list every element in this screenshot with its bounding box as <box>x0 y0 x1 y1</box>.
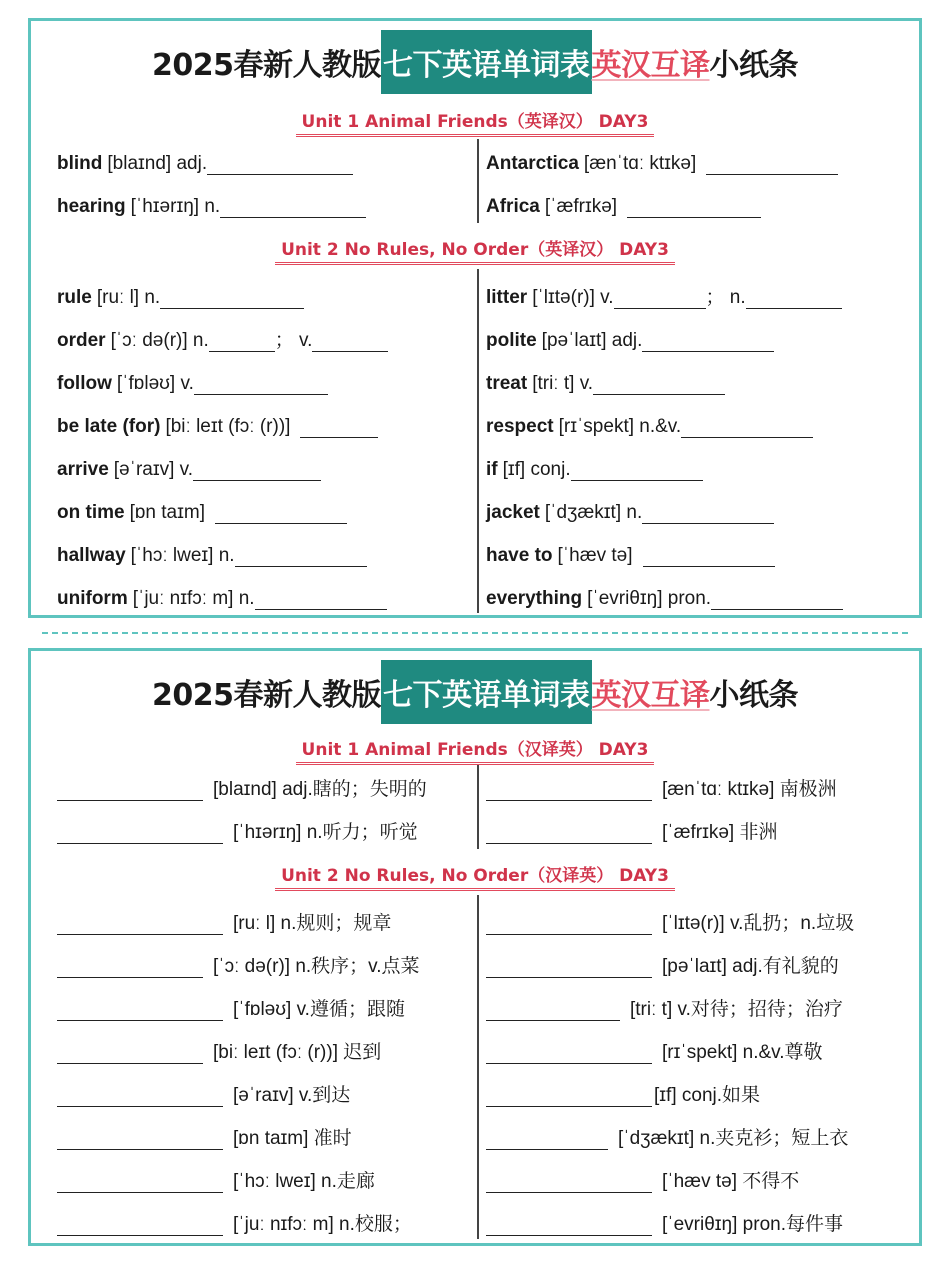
word-row <box>486 1210 843 1240</box>
pos-separator: ； n. <box>705 287 746 308</box>
answer-blank[interactable] <box>642 502 774 524</box>
phonetic-pos: [ˈhɔː lweɪ] n. <box>130 545 235 566</box>
word-row <box>486 149 838 179</box>
pos-separator: ； v. <box>274 330 313 351</box>
answer-blank[interactable] <box>194 373 328 395</box>
english-word: if <box>486 459 498 480</box>
answer-blank[interactable] <box>642 330 774 352</box>
answer-blank[interactable] <box>711 588 843 610</box>
phonetic-pos: [ænˈtɑː ktɪkə] <box>583 153 697 174</box>
answer-blank[interactable] <box>312 330 388 352</box>
word-row <box>486 995 843 1025</box>
phonetic-pos: [ˈɔː də(r)] n. <box>110 330 209 351</box>
worksheet-card-en-to-zh <box>28 18 922 618</box>
worksheet-card-zh-to-en <box>28 648 922 1246</box>
english-word: jacket <box>486 502 540 523</box>
title-part-wordlist: 七下英语单词表 <box>381 30 592 94</box>
column-divider <box>477 269 479 613</box>
answer-blank[interactable] <box>681 416 813 438</box>
phonetic-pos: [ruː l] n. <box>96 287 161 308</box>
unit2-heading: Unit 2 No Rules, No Order（汉译英） DAY3 <box>31 861 919 891</box>
answer-blank[interactable] <box>614 287 706 309</box>
unit2-heading: Unit 2 No Rules, No Order（英译汉） DAY3 <box>31 235 919 265</box>
phonetic-pos: [ˈæfrɪkə] <box>544 196 618 217</box>
english-word: have to <box>486 545 553 566</box>
answer-blank[interactable] <box>486 1171 652 1193</box>
page-title <box>31 31 919 93</box>
answer-blank[interactable] <box>486 779 652 801</box>
answer-blank[interactable] <box>300 416 378 438</box>
answer-blank[interactable] <box>57 779 203 801</box>
answer-blank[interactable] <box>57 999 223 1021</box>
phonetic-pos: [ɒn taɪm] <box>129 502 205 523</box>
word-row <box>57 952 420 982</box>
answer-blank[interactable] <box>193 459 321 481</box>
answer-blank[interactable] <box>255 588 387 610</box>
word-row <box>57 412 378 442</box>
phonetic-pos: [ˈhæv tə] <box>557 545 633 566</box>
word-row <box>57 1210 412 1240</box>
word-row <box>57 584 387 614</box>
word-row <box>57 1167 375 1197</box>
phonetic-meaning: [ˈhæv tə] 不得不 <box>662 1171 800 1192</box>
english-word: be late (for) <box>57 416 161 437</box>
answer-blank[interactable] <box>746 287 842 309</box>
answer-blank[interactable] <box>57 1214 223 1236</box>
phonetic-pos: [ˈevriθɪŋ] pron. <box>587 588 712 609</box>
answer-blank[interactable] <box>486 1128 608 1150</box>
answer-blank[interactable] <box>706 153 838 175</box>
word-row <box>486 1124 848 1154</box>
word-row <box>486 541 775 571</box>
answer-blank[interactable] <box>571 459 703 481</box>
answer-blank[interactable] <box>486 1214 652 1236</box>
phonetic-meaning: [blaɪnd] adj.瞎的；失明的 <box>213 779 427 800</box>
word-row <box>486 455 703 485</box>
phonetic-pos: [ɪf] conj. <box>502 459 571 480</box>
phonetic-meaning: [ˈdʒækɪt] n.夹克衫；短上衣 <box>618 1128 849 1149</box>
answer-blank[interactable] <box>160 287 304 309</box>
answer-blank[interactable] <box>209 330 275 352</box>
english-word: blind <box>57 153 103 174</box>
word-row <box>57 369 328 399</box>
phonetic-pos: [pəˈlaɪt] adj. <box>541 330 643 351</box>
word-row <box>57 1081 350 1111</box>
phonetic-meaning: [ænˈtɑː ktɪkə] 南极洲 <box>662 779 837 800</box>
word-row <box>57 818 418 848</box>
phonetic-meaning: [əˈraɪv] v.到达 <box>233 1085 351 1106</box>
word-row <box>57 1038 381 1068</box>
phonetic-pos: [ˈhɪərɪŋ] n. <box>130 196 221 217</box>
word-row <box>57 541 367 571</box>
answer-blank[interactable] <box>57 1042 203 1064</box>
english-word: litter <box>486 287 528 308</box>
english-word: on time <box>57 502 125 523</box>
phonetic-meaning: [ˈlɪtə(r)] v.乱扔；n.垃圾 <box>662 913 855 934</box>
english-word: everything <box>486 588 583 609</box>
title-part-translation: 英汉互译 <box>591 678 710 713</box>
phonetic-meaning: [ˈɔː də(r)] n.秩序；v.点菜 <box>213 956 420 977</box>
column-divider <box>477 139 479 223</box>
word-row <box>486 584 843 614</box>
word-row <box>57 995 405 1025</box>
title-part-edition: 2025春新人教版 <box>152 48 381 83</box>
answer-blank[interactable] <box>486 999 620 1021</box>
phonetic-meaning: [ruː l] n.规则；规章 <box>233 913 392 934</box>
english-word: follow <box>57 373 112 394</box>
word-row <box>486 1167 799 1197</box>
phonetic-meaning: [rɪˈspekt] n.&v.尊敬 <box>662 1042 823 1063</box>
phonetic-meaning: [ˈevriθɪŋ] pron.每件事 <box>662 1214 843 1235</box>
phonetic-pos: [əˈraɪv] v. <box>113 459 194 480</box>
answer-blank[interactable] <box>643 545 775 567</box>
phonetic-meaning: [ˈæfrɪkə] 非洲 <box>662 822 778 843</box>
english-word: order <box>57 330 106 351</box>
title-part-slip: 小纸条 <box>709 48 798 83</box>
phonetic-meaning: [biː leɪt (fɔː (r))] 迟到 <box>213 1042 382 1063</box>
phonetic-pos: [ˈjuː nɪfɔː m] n. <box>132 588 255 609</box>
answer-blank[interactable] <box>57 1171 223 1193</box>
phonetic-pos: [ˈlɪtə(r)] v. <box>532 287 614 308</box>
word-row <box>486 952 839 982</box>
english-word: hearing <box>57 196 126 217</box>
unit1-heading: Unit 1 Animal Friends（汉译英） DAY3 <box>31 735 919 765</box>
phonetic-pos: [ˈdʒækɪt] n. <box>544 502 643 523</box>
column-divider <box>477 765 479 849</box>
word-row <box>57 1124 352 1154</box>
phonetic-meaning: [ɒn taɪm] 准时 <box>233 1128 352 1149</box>
english-word: respect <box>486 416 554 437</box>
word-row <box>486 369 725 399</box>
answer-blank[interactable] <box>486 913 652 935</box>
word-row <box>57 192 366 222</box>
english-word: uniform <box>57 588 128 609</box>
word-row <box>486 1081 760 1111</box>
english-word: polite <box>486 330 537 351</box>
word-row <box>486 775 837 805</box>
title-part-edition: 2025春新人教版 <box>152 678 381 713</box>
phonetic-pos: [blaɪnd] adj. <box>107 153 208 174</box>
phonetic-meaning: [ˈhɔː lweɪ] n.走廊 <box>233 1171 375 1192</box>
word-row <box>57 455 321 485</box>
english-word: rule <box>57 287 92 308</box>
answer-blank[interactable] <box>593 373 725 395</box>
word-row <box>486 412 813 442</box>
phonetic-meaning: [ˈfɒləʊ] v.遵循；跟随 <box>233 999 405 1020</box>
unit1-heading: Unit 1 Animal Friends（英译汉） DAY3 <box>31 107 919 137</box>
word-row <box>57 909 391 939</box>
phonetic-pos: [triː t] v. <box>532 373 594 394</box>
phonetic-meaning: [pəˈlaɪt] adj.有礼貌的 <box>662 956 839 977</box>
word-row <box>486 498 774 528</box>
cut-line-divider <box>42 632 908 634</box>
answer-blank[interactable] <box>215 502 347 524</box>
phonetic-meaning: [ɪf] conj.如果 <box>654 1085 761 1106</box>
answer-blank[interactable] <box>57 1085 223 1107</box>
word-row <box>486 283 842 313</box>
answer-blank[interactable] <box>627 196 761 218</box>
word-row <box>57 149 353 179</box>
page-title <box>31 661 919 723</box>
answer-blank[interactable] <box>57 913 223 935</box>
word-row <box>57 498 347 528</box>
word-row <box>57 326 388 356</box>
phonetic-pos: [biː leɪt (fɔː (r))] <box>165 416 291 437</box>
word-row <box>486 818 778 848</box>
english-word: treat <box>486 373 528 394</box>
answer-blank[interactable] <box>207 153 353 175</box>
answer-blank[interactable] <box>486 1085 652 1107</box>
english-word: Antarctica <box>486 153 579 174</box>
title-part-slip: 小纸条 <box>709 678 798 713</box>
english-word: arrive <box>57 459 109 480</box>
answer-blank[interactable] <box>486 956 652 978</box>
english-word: hallway <box>57 545 126 566</box>
column-divider <box>477 895 479 1239</box>
word-row <box>486 1038 823 1068</box>
phonetic-pos: [ˈfɒləʊ] v. <box>116 373 194 394</box>
answer-blank[interactable] <box>57 1128 223 1150</box>
answer-blank[interactable] <box>486 1042 652 1064</box>
answer-blank[interactable] <box>57 822 223 844</box>
title-part-wordlist: 七下英语单词表 <box>381 660 592 724</box>
word-row <box>486 909 854 939</box>
answer-blank[interactable] <box>220 196 366 218</box>
title-part-translation: 英汉互译 <box>591 48 710 83</box>
word-row <box>486 326 774 356</box>
word-row <box>57 775 427 805</box>
phonetic-meaning: [ˈhɪərɪŋ] n.听力；听觉 <box>233 822 418 843</box>
answer-blank[interactable] <box>486 822 652 844</box>
word-row <box>57 283 304 313</box>
phonetic-meaning: [triː t] v.对待；招待；治疗 <box>630 999 843 1020</box>
phonetic-meaning: [ˈjuː nɪfɔː m] n.校服； <box>233 1214 412 1235</box>
english-word: Africa <box>486 196 540 217</box>
word-row <box>486 192 761 222</box>
answer-blank[interactable] <box>235 545 367 567</box>
answer-blank[interactable] <box>57 956 203 978</box>
phonetic-pos: [rɪˈspekt] n.&v. <box>558 416 682 437</box>
